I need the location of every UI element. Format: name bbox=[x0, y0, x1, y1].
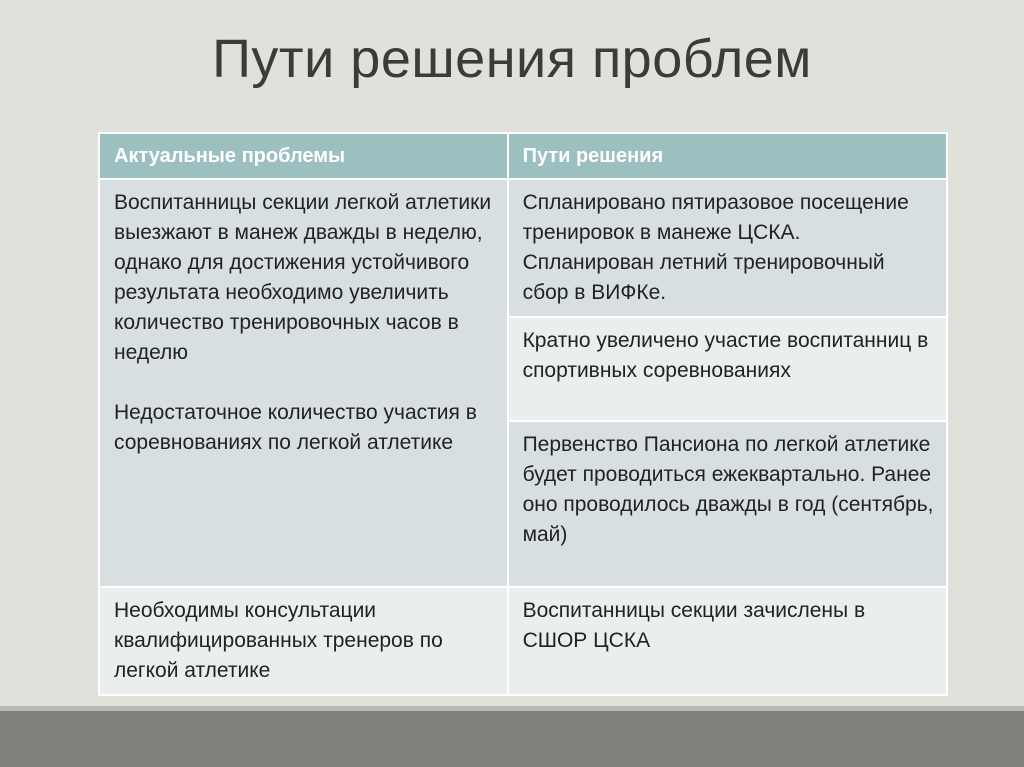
problem-text: Воспитанницы секции легкой атлетики выезжают в манеж дважды в неделю, однако для достижения устойчивого результата необходимо увеличить количество тренировочных часов в неделю bbox=[114, 191, 492, 364]
problem-cell: Необходимы консультации квалифицированных тренеров по легкой атлетике bbox=[99, 587, 508, 695]
problems-solutions-table bbox=[98, 132, 948, 696]
table-header-row bbox=[99, 133, 947, 179]
solution-cell: Воспитанницы секции зачислены в СШОР ЦСКА bbox=[508, 587, 947, 695]
solution-cell: Первенство Пансиона по легкой атлетике будет проводиться ежеквартально. Ранее оно проводилось дважды в год (сентябрь, май) bbox=[508, 421, 947, 587]
footer-band bbox=[0, 711, 1024, 767]
problems-cell bbox=[99, 179, 508, 587]
table-row bbox=[99, 587, 947, 695]
problem-text: Недостаточное количество участия в соревнованиях по легкой атлетике bbox=[114, 401, 477, 454]
header-problems: Актуальные проблемы bbox=[99, 133, 508, 179]
paragraph-gap bbox=[114, 368, 495, 398]
table-row bbox=[99, 179, 947, 317]
slide-title: Пути решения проблем bbox=[212, 29, 812, 89]
solution-cell: Спланировано пятиразовое посещение тренировок в манеже ЦСКА. Спланирован летний тренировочный сбор в ВИФКе. bbox=[508, 179, 947, 317]
solution-cell: Кратно увеличено участие воспитанниц в спортивных соревнованиях bbox=[508, 317, 947, 421]
header-solutions: Пути решения bbox=[508, 133, 947, 179]
